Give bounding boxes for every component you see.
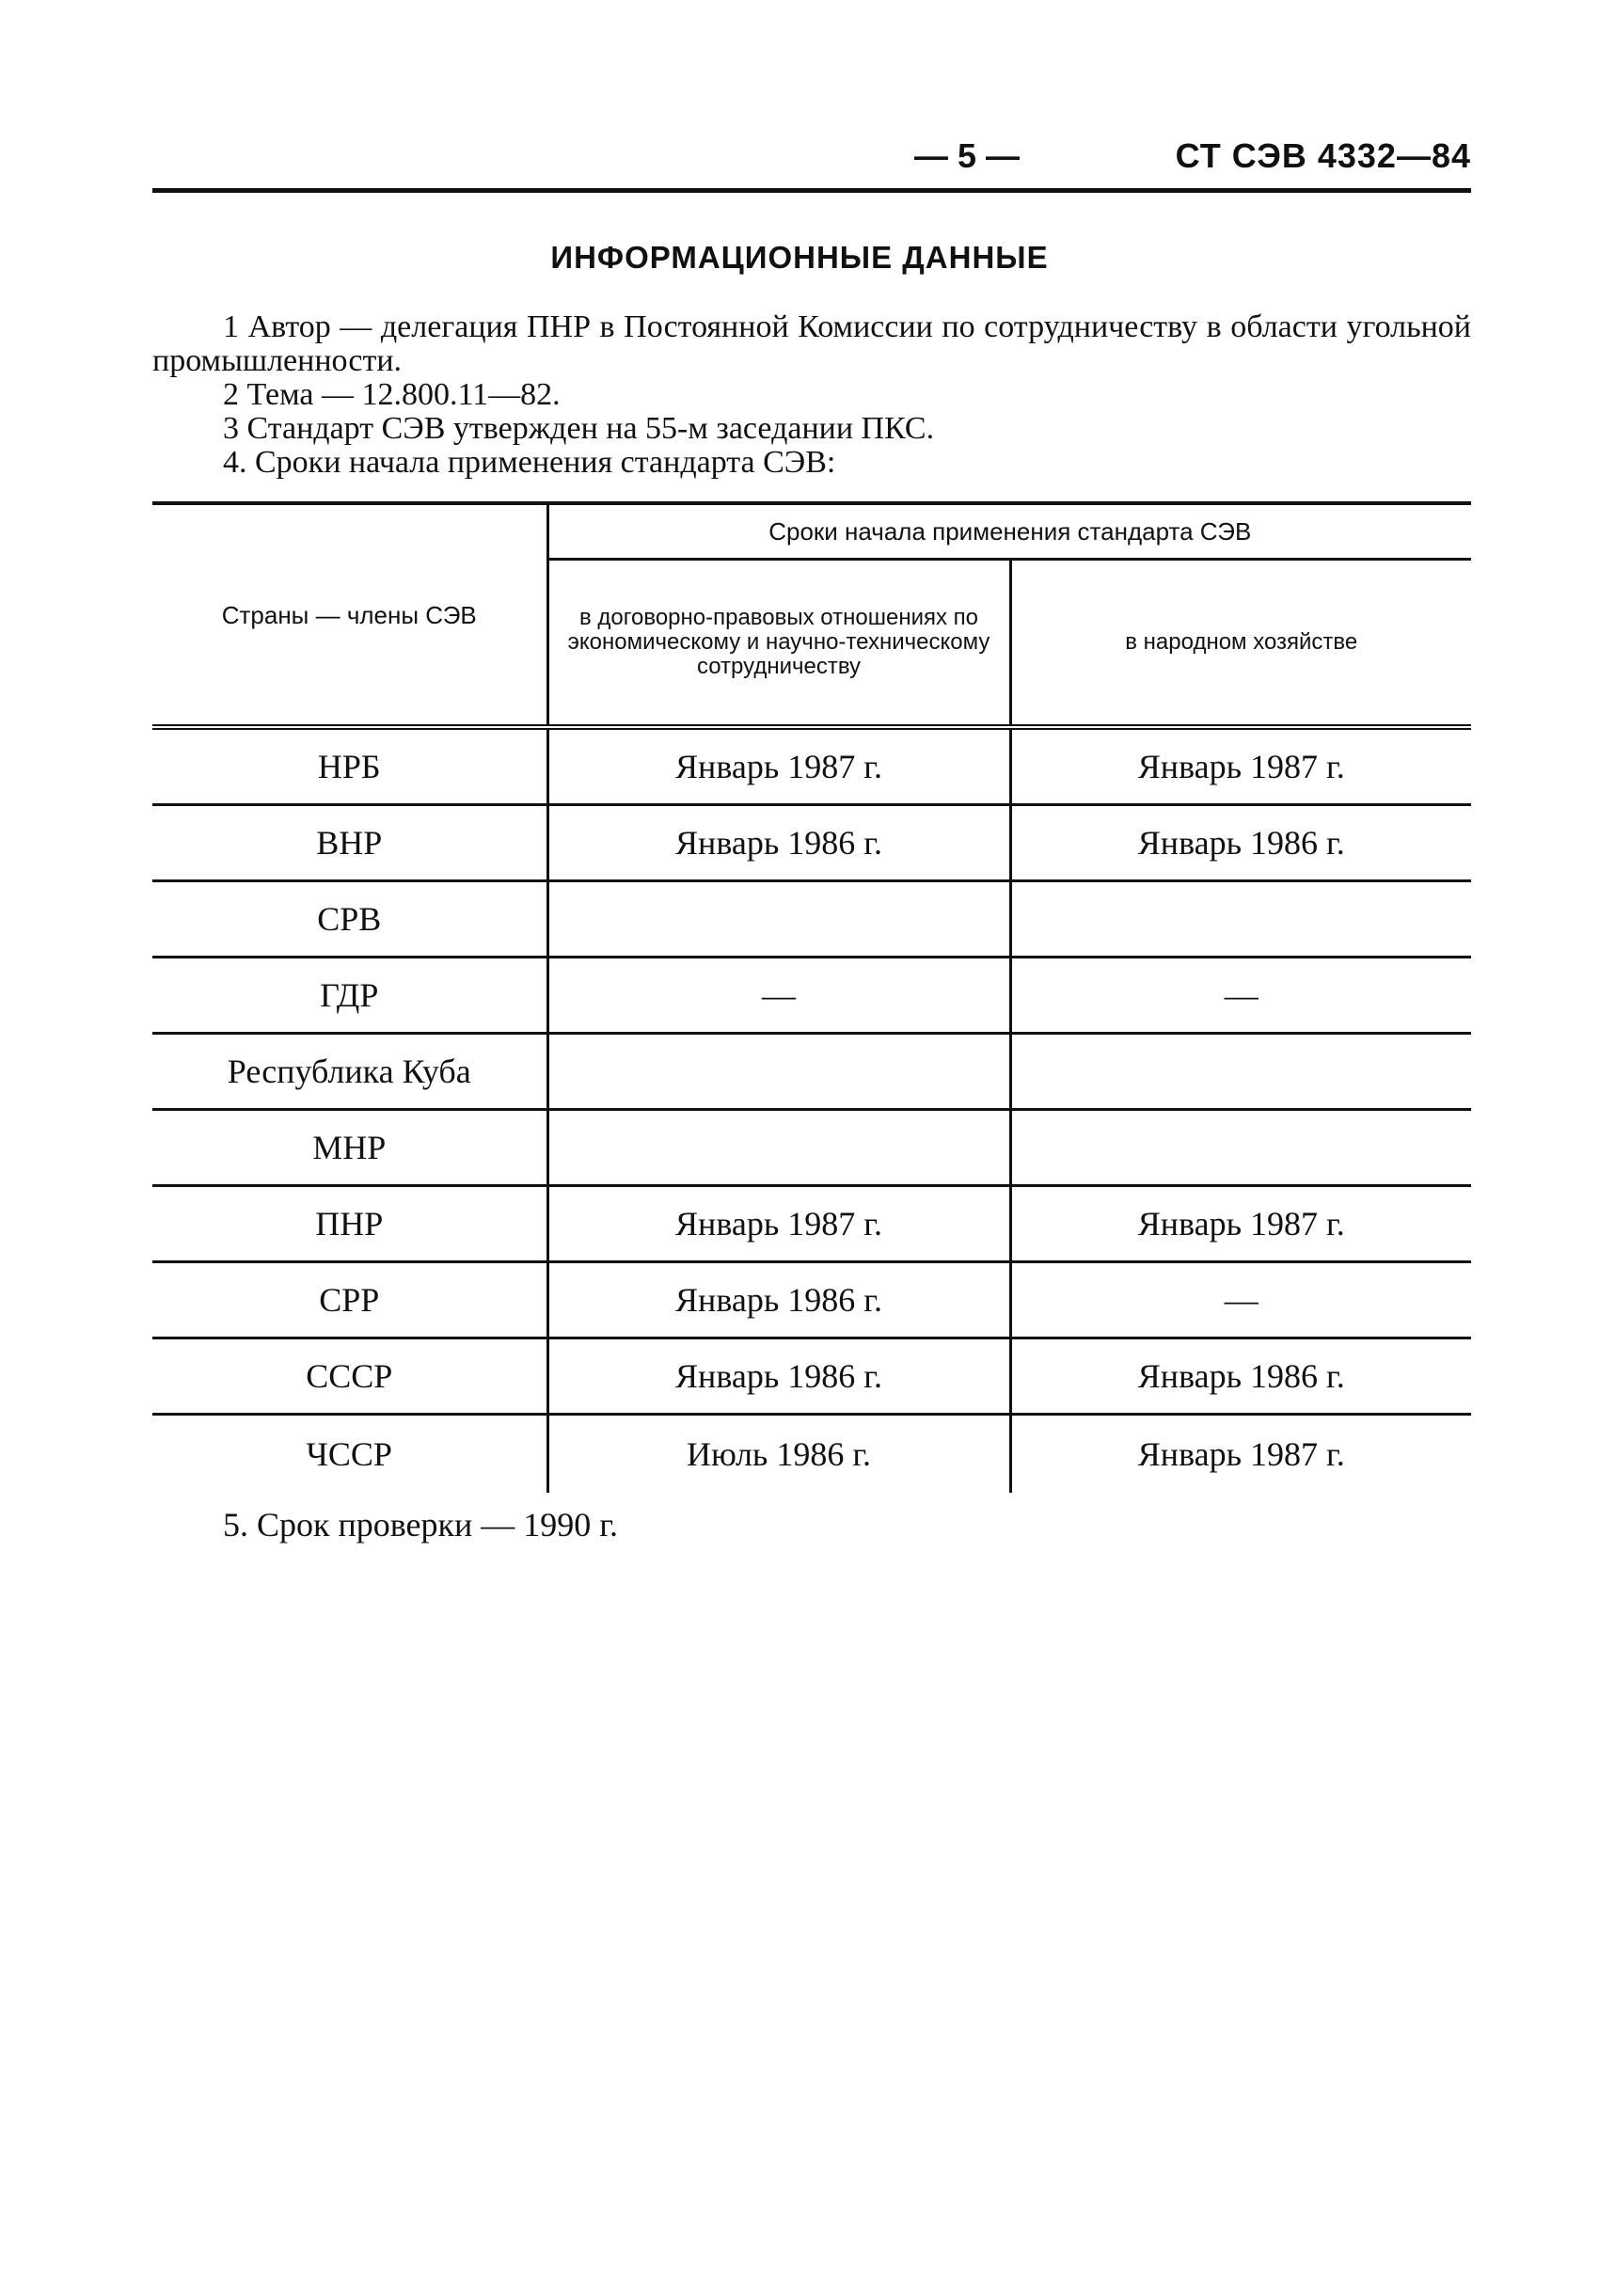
info-item-terms: 4. Сроки начала применения стандарта СЭВ:: [223, 445, 836, 480]
document-code: СТ СЭВ 4332—84: [1175, 136, 1471, 175]
table-row: [152, 1415, 1471, 1494]
contract-date-cell: Январь 1986 г.: [547, 805, 1010, 881]
page-header: [152, 136, 1471, 182]
country-cell: СРВ: [152, 881, 547, 958]
economy-date-cell: [1010, 881, 1471, 958]
header-countries: Страны — члены СЭВ: [152, 503, 547, 727]
economy-date-cell: [1010, 1110, 1471, 1186]
contract-date-cell: Январь 1986 г.: [547, 1338, 1010, 1415]
economy-date-cell: Январь 1987 г.: [1010, 1415, 1471, 1494]
contract-date-cell: Январь 1987 г.: [547, 1186, 1010, 1262]
contract-date-cell: Июль 1986 г.: [547, 1415, 1010, 1494]
economy-date-cell: Январь 1986 г.: [1010, 1338, 1471, 1415]
country-cell: МНР: [152, 1110, 547, 1186]
table-row: [152, 1034, 1471, 1110]
contract-date-cell: Январь 1986 г.: [547, 1262, 1010, 1338]
contract-date-cell: [547, 1110, 1010, 1186]
country-cell: СССР: [152, 1338, 547, 1415]
table-row: [152, 805, 1471, 881]
table-row: [152, 881, 1471, 958]
review-term-note: 5. Срок проверки — 1990 г.: [223, 1506, 618, 1544]
economy-date-cell: Январь 1987 г.: [1010, 727, 1471, 805]
header-rule: [152, 188, 1471, 193]
economy-date-cell: —: [1010, 958, 1471, 1034]
info-item-author: 1 Автор — делегация ПНР в Постоянной Комиссии по сотрудничеству в области угольной промышленности.: [152, 309, 1471, 378]
terms-table: [152, 501, 1471, 1493]
economy-date-cell: —: [1010, 1262, 1471, 1338]
info-item-approval: 3 Стандарт СЭВ утвержден на 55-м заседании ПКС.: [223, 411, 935, 446]
table-row: [152, 1110, 1471, 1186]
economy-date-cell: Январь 1987 г.: [1010, 1186, 1471, 1262]
info-block: [152, 310, 1471, 480]
info-item-topic: 2 Тема — 12.800.11—82.: [223, 377, 561, 412]
country-cell: ВНР: [152, 805, 547, 881]
country-cell: ГДР: [152, 958, 547, 1034]
header-national-economy: в народном хозяйстве: [1010, 560, 1471, 728]
header-terms-group: Сроки начала применения стандарта СЭВ: [547, 503, 1471, 560]
economy-date-cell: Январь 1986 г.: [1010, 805, 1471, 881]
table-row: [152, 727, 1471, 805]
country-cell: Республика Куба: [152, 1034, 547, 1110]
country-cell: НРБ: [152, 727, 547, 805]
contract-date-cell: [547, 881, 1010, 958]
table-row: [152, 1338, 1471, 1415]
section-title: ИНФОРМАЦИОННЫЕ ДАННЫЕ: [550, 240, 1049, 275]
contract-date-cell: [547, 1034, 1010, 1110]
economy-date-cell: [1010, 1034, 1471, 1110]
page-number: — 5 —: [914, 136, 1021, 175]
table-row: [152, 958, 1471, 1034]
contract-date-cell: Январь 1987 г.: [547, 727, 1010, 805]
country-cell: ЧССР: [306, 1435, 392, 1473]
header-contract-relations: в договорно-правовых отношениях по экономическому и научно-техническому сотрудничеству: [547, 560, 1010, 728]
country-cell: ПНР: [152, 1186, 547, 1262]
contract-date-cell: —: [547, 958, 1010, 1034]
table-row: [152, 1186, 1471, 1262]
country-cell: СРР: [152, 1262, 547, 1338]
table-row: [152, 1262, 1471, 1338]
